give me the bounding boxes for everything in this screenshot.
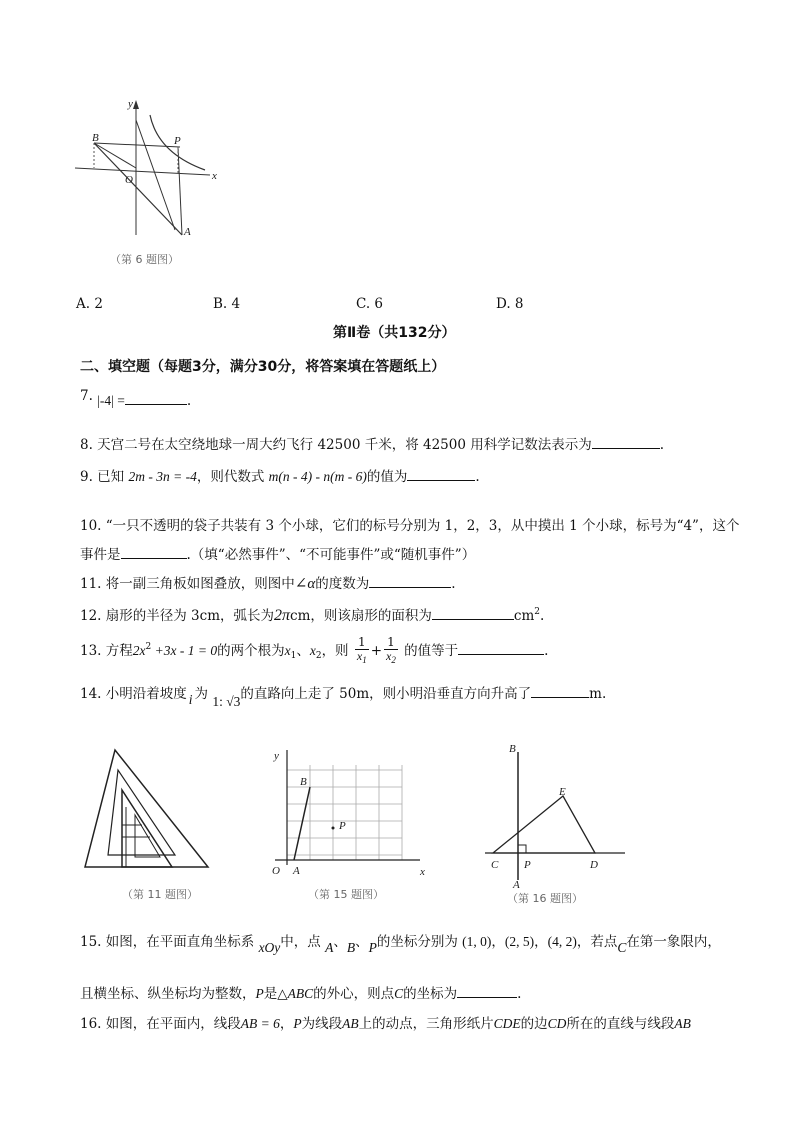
q16-ab-length: AB = 6 — [240, 1016, 280, 1031]
q12-unit: cm — [513, 608, 535, 624]
q14-unit: m. — [589, 686, 607, 702]
fig16-label-p: P — [524, 859, 531, 871]
question-15-line-1: 15. 如图，在平面直角坐标系 xOy中，点 A、B、P的坐标分别为 (1, 0)，(2, 5)，(4, 2)，若点C在第一象限内， — [80, 934, 721, 955]
q15-line2-suffix: 的坐标为 — [403, 986, 458, 1002]
fig15-caption: （第 15 题图） — [308, 888, 384, 901]
q10-answer-blank[interactable] — [121, 546, 187, 559]
q13-fraction-2 — [384, 636, 398, 667]
question-10-line-2 — [80, 543, 475, 563]
q10-suffix: .（填“必然事件”、“不可能事件”或“随机事件”） — [186, 547, 476, 563]
part-2-title: 第Ⅱ卷（共132分） — [333, 325, 456, 341]
q11-end: . — [451, 576, 456, 592]
option-b: B. 4 — [213, 296, 241, 312]
q12-arc: 2π — [274, 607, 291, 624]
question-15-line-2 — [80, 982, 521, 1002]
q13-eq-a: 2x — [132, 643, 146, 658]
q15-answer-blank[interactable] — [457, 985, 517, 998]
q13-frac2-den — [384, 650, 398, 667]
question-14 — [80, 682, 606, 710]
option-d: D. 8 — [496, 296, 524, 312]
figure-16 — [475, 740, 635, 910]
figure-6 — [70, 95, 230, 275]
q13-frac1-x: x — [356, 649, 363, 663]
question-8 — [80, 433, 664, 453]
q14-suffix: 的直路向上走了 50m，则小明沿垂直方向升高了 — [240, 686, 532, 702]
line-pa — [178, 147, 182, 235]
q9-mid: ，则代数式 — [196, 469, 265, 485]
q13-eq-b: +3x - 1 = 0 — [151, 643, 218, 658]
question-11 — [80, 572, 456, 593]
q15-mid2: 的坐标分别为 — [376, 934, 458, 950]
fig6-label-x: x — [212, 170, 217, 182]
q13-x2-sub: 2 — [315, 651, 322, 661]
q13-fraction-1 — [355, 636, 369, 667]
question-7 — [80, 388, 191, 409]
q15-mid3: ，若点 — [576, 934, 618, 950]
fig16-caption: （第 16 题图） — [507, 892, 583, 905]
q13-x1: x — [284, 643, 291, 658]
q12-answer-blank[interactable] — [432, 607, 514, 620]
q7-expression: |-4| = — [97, 393, 125, 408]
q13-frac1-den — [355, 650, 369, 667]
q13-end: . — [544, 643, 549, 659]
figure-11 — [80, 745, 220, 910]
q13-frac1-sub: 1 — [362, 655, 367, 665]
right-angle-mark — [518, 845, 526, 853]
q13-frac2-x: x — [386, 649, 392, 663]
question-12 — [80, 604, 544, 625]
q16-cd: CD — [547, 1016, 567, 1031]
question-13 — [80, 636, 548, 667]
option-c: C. 6 — [356, 296, 384, 312]
option-a: A. 2 — [76, 296, 103, 312]
q15-c: C — [617, 940, 627, 955]
q13-prefix: 13. 方程 — [80, 643, 133, 659]
q15-b: B — [346, 940, 356, 955]
fig16-label-d: D — [590, 859, 598, 871]
line-bp — [94, 143, 180, 147]
q16-ab2: AB — [342, 1016, 359, 1031]
fig16-label-c: C — [491, 859, 499, 871]
q12-mid: cm，则该扇形的面积为 — [290, 608, 432, 624]
q15-line2-mid: 是△ — [263, 986, 288, 1002]
q9-end: . — [475, 469, 480, 485]
big-triangle — [85, 750, 208, 867]
fig16-label-e: E — [559, 786, 566, 798]
q16-mid5: 所在的直线与线段 — [566, 1016, 675, 1032]
q15-p: P — [368, 940, 377, 955]
q9-condition: 2m - 3n = -4 — [128, 469, 197, 484]
figure-15 — [260, 745, 430, 910]
q14-i: i — [188, 692, 193, 707]
q15-sep1: 、 — [333, 934, 347, 950]
y-arrow — [133, 100, 139, 109]
question-10-line-1: 10. “一只不透明的袋子共装有 3 个小球，它们的标号分别为 1，2，3，从中摸出 1 个小球，标号为“4”，这个 — [80, 518, 740, 534]
line-ba — [94, 143, 182, 235]
q7-answer-blank[interactable] — [125, 392, 187, 405]
q13-eq-sup: 2 — [145, 642, 152, 652]
q12-end: . — [540, 608, 545, 624]
q15-coord-a: (1, 0) — [462, 934, 492, 949]
q15-coord-p: (4, 2) — [547, 934, 577, 949]
fig15-label-x: x — [420, 866, 425, 878]
fig6-label-a: A — [184, 226, 191, 238]
fig6-label-y: y — [128, 98, 133, 110]
q15-line2-mid2: 的外心，则点 — [313, 986, 395, 1002]
question-16 — [80, 1012, 691, 1032]
point-p — [332, 827, 335, 830]
q14-answer-blank[interactable] — [531, 685, 589, 698]
q15-line2-prefix: 且横坐标、纵坐标均为整数， — [80, 986, 256, 1002]
fig11-caption: （第 11 题图） — [122, 888, 198, 901]
q13-plus: + — [370, 643, 382, 659]
q13-answer-blank[interactable] — [458, 642, 544, 655]
q15-mid1: 中，点 — [280, 934, 321, 950]
q13-frac1-num: 1 — [355, 636, 369, 650]
segment-ab — [294, 787, 310, 860]
q8-end: . — [659, 437, 665, 453]
fig6-label-p: P — [174, 135, 181, 147]
x-axis — [75, 168, 210, 175]
q16-p: P — [293, 1016, 302, 1031]
fig15-label-a: A — [293, 865, 300, 877]
fig15-label-y: y — [274, 750, 279, 762]
q11-answer-blank[interactable] — [369, 575, 451, 588]
q16-cde: CDE — [493, 1016, 521, 1031]
q16-mid3: 上的动点，三角形纸片 — [358, 1016, 494, 1032]
q15-a: A — [325, 940, 334, 955]
triangle-cde — [493, 796, 595, 853]
q14-mid: 为 — [194, 686, 209, 702]
fig6-caption: （第 6 题图） — [110, 253, 179, 266]
q15-line2-c: C — [394, 986, 404, 1001]
q15-end: . — [517, 986, 522, 1002]
q11-angle: ∠α — [294, 576, 316, 592]
q10-prefix: 事件是 — [80, 547, 121, 563]
q7-number: 7. — [80, 388, 93, 404]
q12-prefix: 12. 扇形的半径为 3cm，弧长为 — [80, 608, 275, 624]
fig16-label-a: A — [513, 879, 520, 891]
q11-suffix: 的度数为 — [315, 576, 370, 592]
q13-x1-sub: 1 — [290, 651, 297, 661]
q8-text: 8. 天宫二号在太空绕地球一周大约飞行 42500 千米，将 42500 用科学记数法表示为 — [80, 437, 592, 453]
q15-coord-b: (2, 5) — [504, 934, 535, 949]
q13-mid1: 的两个根为 — [217, 643, 285, 659]
q13-suffix: 的值等于 — [404, 643, 459, 659]
q14-prefix: 14. 小明沿着坡度 — [80, 686, 187, 702]
q13-mid2: ，则 — [321, 643, 349, 659]
fig6-label-b: B — [92, 132, 99, 144]
q9-answer-blank[interactable] — [407, 468, 475, 481]
q8-answer-blank[interactable] — [592, 436, 660, 449]
q15-line2-p: P — [255, 986, 264, 1001]
q11-prefix: 11. 将一副三角板如图叠放，则图中 — [80, 576, 295, 592]
q16-mid4: 的边 — [520, 1016, 548, 1032]
q15-sep2: 、 — [355, 934, 369, 950]
inner-set-square — [135, 815, 160, 857]
q13-frac2-sub: 2 — [391, 655, 396, 665]
fig15-label-b: B — [300, 776, 307, 788]
q15-prefix: 15. 如图，在平面直角坐标系 — [80, 934, 255, 950]
q9-suffix: 的值为 — [366, 469, 408, 485]
q16-ab3: AB — [674, 1016, 691, 1031]
fig15-label-o: O — [272, 865, 280, 877]
q9-expression: m(n - 4) - n(m - 6) — [268, 469, 367, 484]
q9-prefix: 9. 已知 — [80, 469, 125, 485]
q15-line2-abc: ABC — [287, 986, 314, 1001]
q7-end: . — [186, 393, 192, 409]
q15-xoy: xOy — [258, 940, 281, 955]
q13-frac2-num: 1 — [384, 636, 398, 650]
q13-x2: x — [309, 643, 316, 658]
q16-mid1: ， — [279, 1016, 294, 1032]
line-through-o — [136, 120, 175, 230]
q16-mid2: 为线段 — [301, 1016, 343, 1032]
q13-sep: 、 — [296, 643, 310, 659]
section-2-title: 二、填空题（每题3分，满分30分，将答案填在答题纸上） — [80, 359, 446, 375]
fig15-label-p: P — [339, 820, 346, 832]
fig16-label-b: B — [509, 743, 516, 755]
q16-prefix: 16. 如图，在平面内，线段 — [80, 1016, 241, 1032]
q15-suffix: 在第一象限内， — [626, 934, 721, 950]
q12-unit-sup: 2 — [534, 607, 541, 617]
fig6-label-o: O — [125, 174, 133, 186]
q14-ratio: 1: √3 — [212, 694, 241, 709]
question-9 — [80, 465, 480, 485]
